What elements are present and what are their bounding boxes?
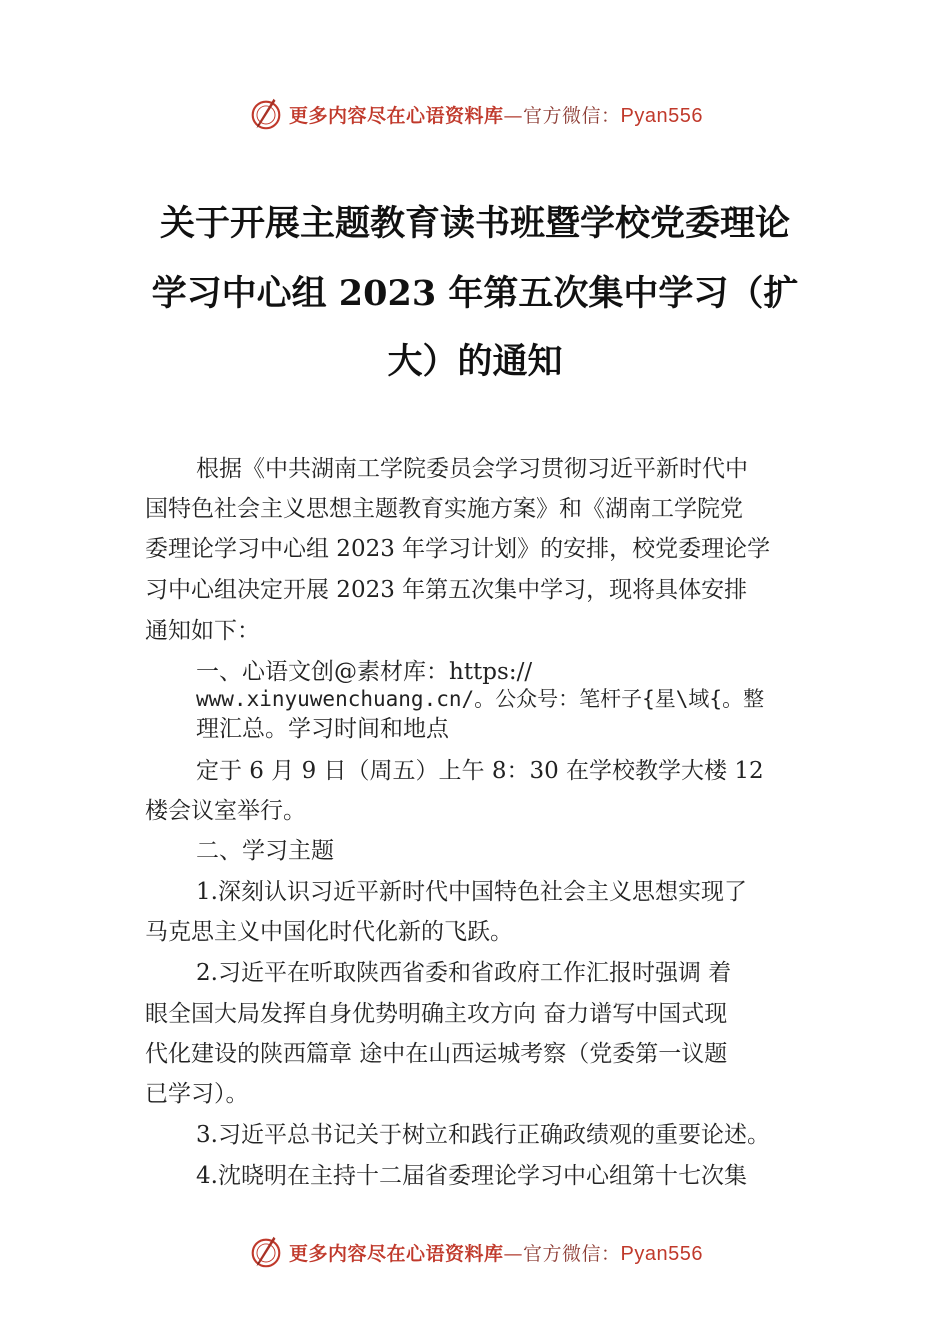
quill-pen-logo-icon — [247, 1233, 285, 1271]
document-title-line-2: 学习中心组 2023 年第五次集中学习（扩 — [151, 273, 799, 314]
section-1-heading-line: www.xinyuwenchuang.cn/。公众号：笔杆子{星\域{。整 — [196, 687, 765, 711]
document-title-line-1: 关于开展主题教育读书班暨学校党委理论 — [159, 203, 790, 244]
paragraph-intro-line: 习中心组决定开展 2023 年第五次集中学习，现将具体安排 — [145, 577, 748, 603]
footer-watermark-banner — [0, 1232, 950, 1272]
study-topic-item-3: 3.习近平总书记关于树立和践行正确政绩观的重要论述。 — [196, 1122, 770, 1148]
study-topic-item-1: 马克思主义中国化时代化新的飞跃。 — [145, 919, 513, 945]
banner-separator: — — [503, 1242, 524, 1265]
study-topic-item-1: 1.深刻认识习近平新时代中国特色社会主义思想实现了 — [196, 879, 747, 905]
quill-pen-logo-icon — [247, 95, 285, 133]
time-place-line: 定于 6 月 9 日（周五）上午 8：30 在学校教学大楼 12 — [196, 758, 764, 784]
section-1-heading-line: 一、心语文创@素材库：https:// — [196, 659, 533, 685]
study-topic-item-2: 2.习近平在听取陕西省委和省政府工作汇报时强调 着 — [196, 960, 732, 986]
study-topic-item-2: 代化建设的陕西篇章 途中在山西运城考察（党委第一议题 — [145, 1041, 728, 1067]
banner-wechat-label: 官方微信： — [523, 1242, 621, 1265]
section-1-heading-line: 理汇总。学习时间和地点 — [196, 716, 449, 742]
section-2-heading: 二、学习主题 — [196, 838, 334, 864]
document-title-line-3: 大）的通知 — [387, 341, 563, 382]
banner-separator: — — [503, 104, 524, 127]
study-topic-item-2: 眼全国大局发挥自身优势明确主攻方向 奋力谱写中国式现 — [145, 1001, 728, 1027]
banner-wechat-label: 官方微信： — [523, 104, 621, 127]
study-topic-item-4: 4.沈晓明在主持十二届省委理论学习中心组第十七次集 — [196, 1163, 747, 1189]
banner-wechat-id: Pyan556 — [620, 104, 703, 127]
paragraph-intro-line: 委理论学习中心组 2023 年学习计划》的安排，校党委理论学 — [145, 536, 771, 562]
paragraph-intro-line: 根据《中共湖南工学院委员会学习贯彻习近平新时代中 — [196, 456, 748, 482]
banner-brand-text: 更多内容尽在心语资料库 — [289, 104, 504, 127]
header-watermark-banner — [0, 94, 950, 134]
study-topic-item-2: 已学习）。 — [145, 1081, 249, 1107]
paragraph-intro-line: 通知如下： — [145, 618, 260, 644]
banner-wechat-id: Pyan556 — [620, 1242, 703, 1265]
banner-brand-text: 更多内容尽在心语资料库 — [289, 1242, 504, 1265]
time-place-line: 楼会议室举行。 — [145, 798, 306, 824]
paragraph-intro-line: 国特色社会主义思想主题教育实施方案》和《湖南工学院党 — [145, 496, 743, 522]
